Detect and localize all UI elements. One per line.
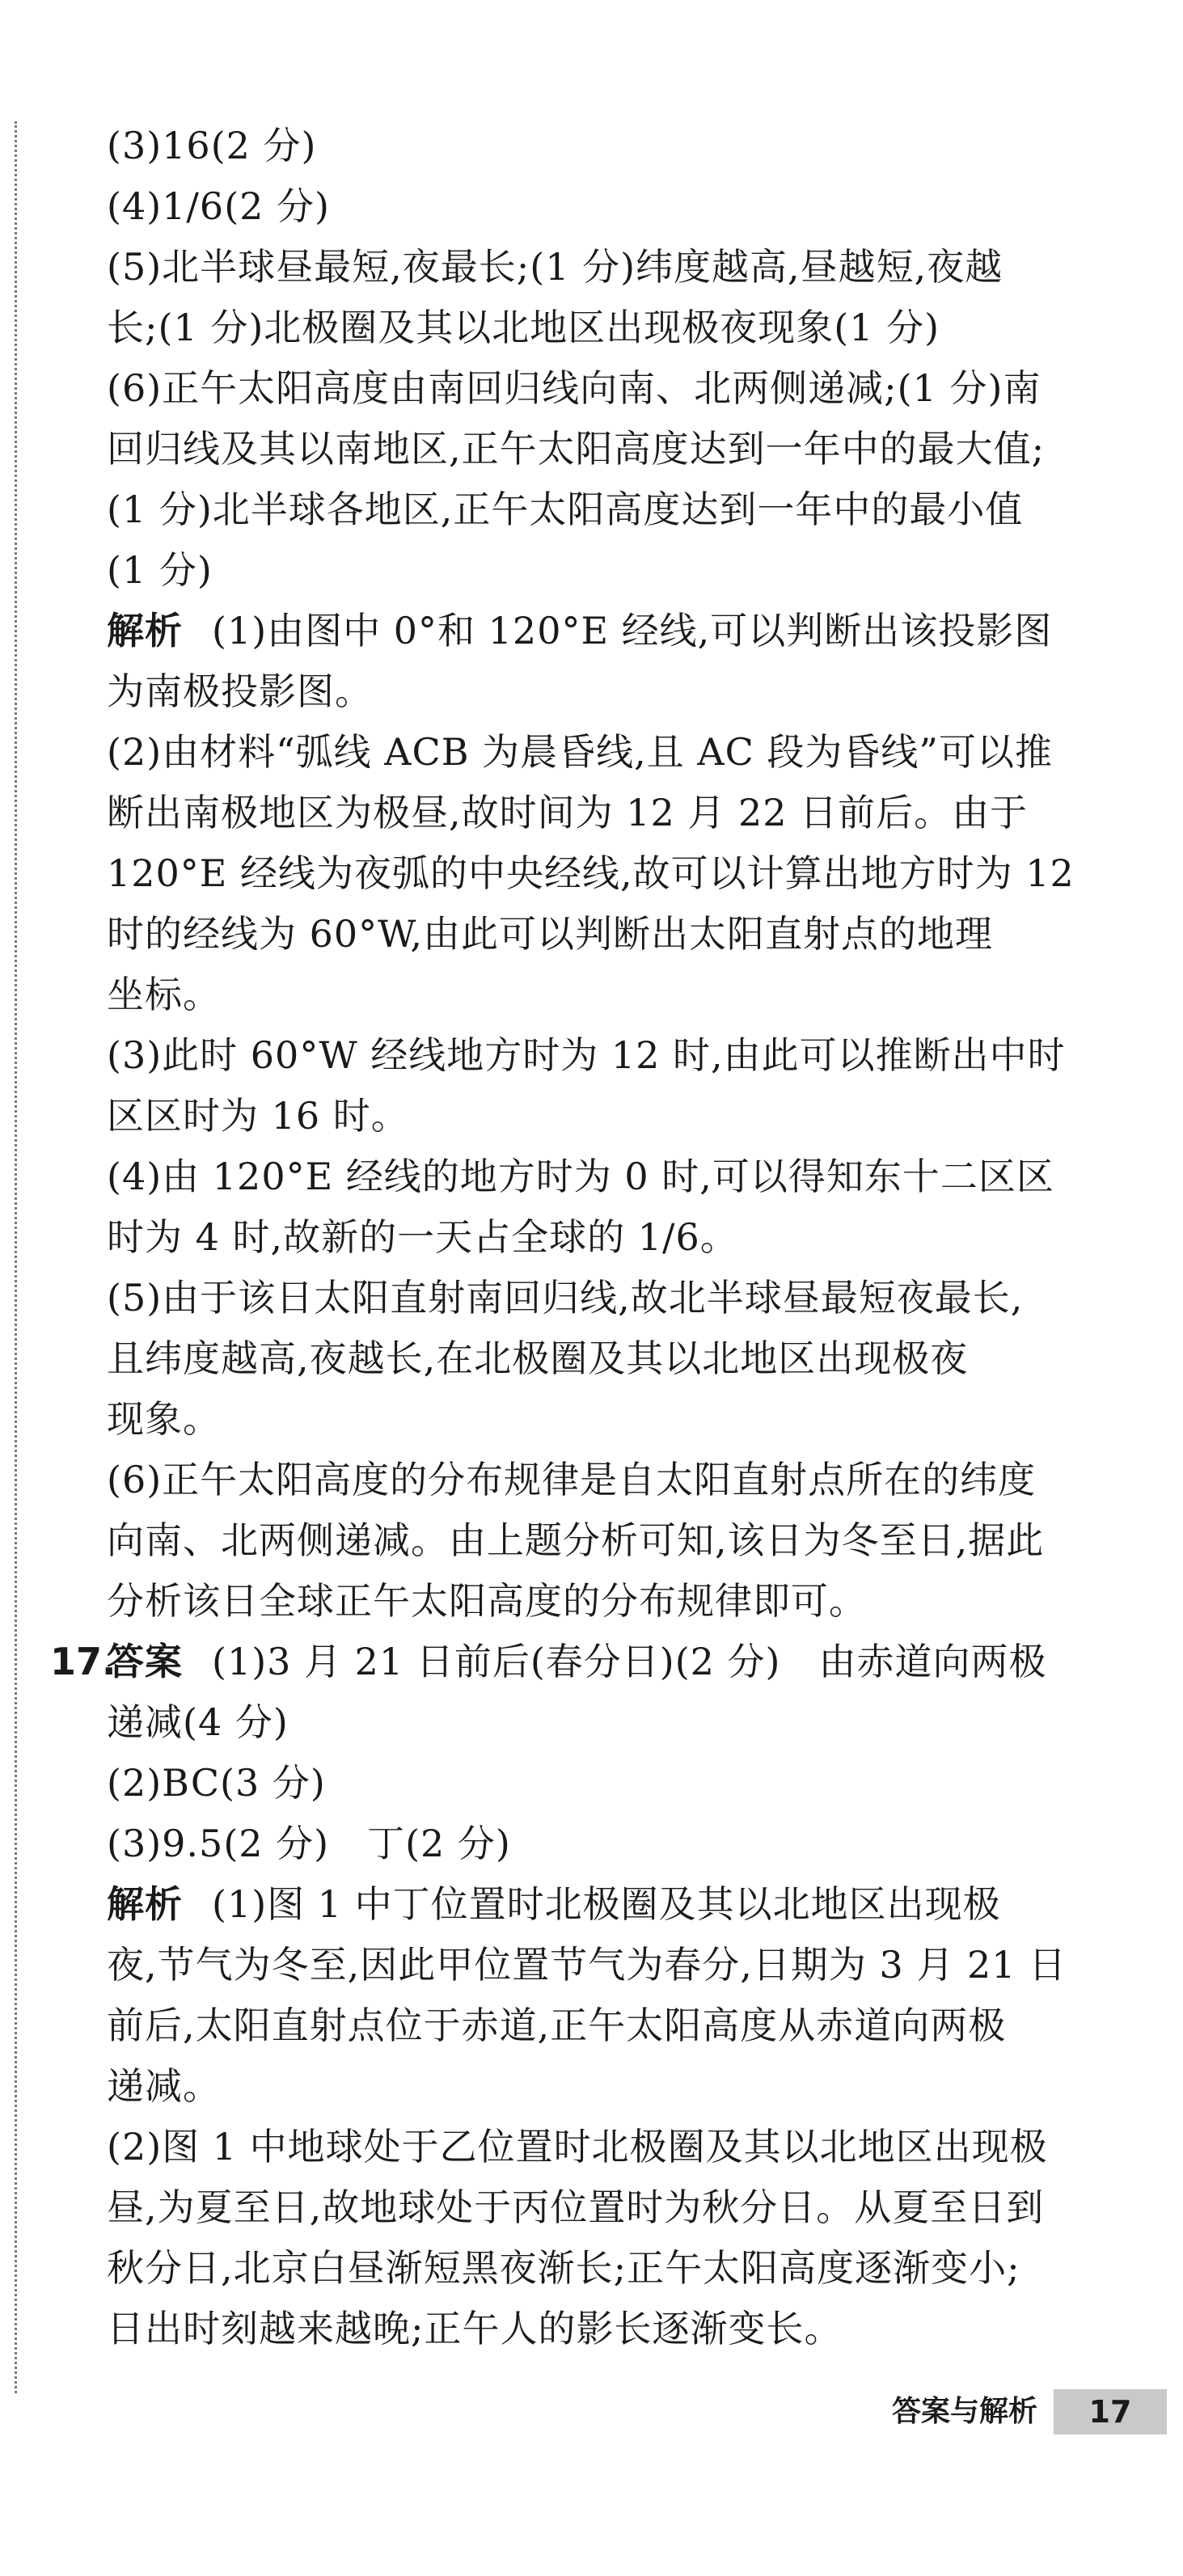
analysis-line: 昼,为夏至日,故地球处于丙位置时为秋分日。从夏至日到 <box>107 2185 1045 2229</box>
analysis-line: 日出时刻越来越晚;正午人的影长逐渐变长。 <box>107 2307 843 2350</box>
analysis-line: (5)由于该日太阳直射南回归线,故北半球昼最短夜最长, <box>107 1276 1024 1320</box>
analysis-line: 现象。 <box>107 1397 221 1441</box>
analysis-line: 为南极投影图。 <box>107 669 373 713</box>
analysis-line: 断出南极地区为极昼,故时间为 12 月 22 日前后。由于 <box>107 791 1029 834</box>
analysis-line: 120°E 经线为夜弧的中央经线,故可以计算出地方时为 12 <box>107 851 1075 895</box>
analysis-line: 夜,节气为冬至,因此甲位置节气为春分,日期为 3 月 21 日 <box>107 1943 1067 1987</box>
analysis-text: (1)图 1 中丁位置时北极圈及其以北地区出现极 <box>212 1882 1001 1926</box>
analysis-line: 且纬度越高,夜越长,在北极圈及其以北地区出现极夜 <box>107 1337 969 1380</box>
analysis-first-line <box>107 1880 1001 1928</box>
margin-dotted-line <box>15 121 17 2393</box>
answer-line: 递减(4 分) <box>107 1700 289 1744</box>
footer-section-label: 答案与解析 <box>891 2395 1037 2428</box>
analysis-line: (2)由材料“弧线 ACB 为晨昏线,且 AC 段为昏线”可以推 <box>107 730 1053 774</box>
answer-line: (1 分)北半球各地区,正午太阳高度达到一年中的最小值 <box>107 488 1024 531</box>
answer-line: (3)16(2 分) <box>107 124 317 167</box>
analysis-text: (1)由图中 0°和 120°E 经线,可以判断出该投影图 <box>212 609 1053 652</box>
analysis-line: 时为 4 时,故新的一天占全球的 1/6。 <box>107 1215 738 1259</box>
analysis-label: 解析 <box>107 1882 183 1926</box>
analysis-line: 前后,太阳直射点位于赤道,正午太阳高度从赤道向两极 <box>107 2004 1007 2047</box>
answer-line: (4)1/6(2 分) <box>107 184 330 228</box>
analysis-first-line <box>107 606 1052 655</box>
answer-text: (1)3 月 21 日前后(春分日)(2 分) 由赤道向两极 <box>212 1640 1047 1683</box>
analysis-line: 坐标。 <box>107 973 221 1016</box>
answer-line: 回归线及其以南地区,正午太阳高度达到一年中的最大值; <box>107 427 1046 471</box>
analysis-label: 解析 <box>107 609 183 652</box>
answer-line: 长;(1 分)北极圈及其以北地区出现极夜现象(1 分) <box>107 306 940 349</box>
analysis-line: 递减。 <box>107 2064 221 2108</box>
analysis-line: (6)正午太阳高度的分布规律是自太阳直射点所在的纬度 <box>107 1458 1037 1501</box>
analysis-line: 时的经线为 60°W,由此可以判断出太阳直射点的地理 <box>107 912 994 956</box>
analysis-line: (4)由 120°E 经线的地方时为 0 时,可以得知东十二区区 <box>107 1155 1054 1198</box>
analysis-line: 向南、北两侧递减。由上题分析可知,该日为冬至日,据此 <box>107 1518 1045 1562</box>
answer-line: (6)正午太阳高度由南回归线向南、北两侧递减;(1 分)南 <box>107 366 1041 410</box>
answer-line: (2)BC(3 分) <box>107 1761 326 1805</box>
page-number: 17 <box>1054 2389 1167 2435</box>
analysis-line: (3)此时 60°W 经线地方时为 12 时,由此可以推断出中时 <box>107 1033 1066 1077</box>
answer-first-line <box>107 1637 1047 1686</box>
answer-line: (5)北半球昼最短,夜最长;(1 分)纬度越高,昼越短,夜越 <box>107 245 1003 289</box>
analysis-line: (2)图 1 中地球处于乙位置时北极圈及其以北地区出现极 <box>107 2125 1048 2168</box>
question-number: 17. <box>50 1640 116 1683</box>
answer-label: 答案 <box>107 1640 183 1683</box>
analysis-line: 秋分日,北京白昼渐短黑夜渐长;正午太阳高度逐渐变小; <box>107 2246 1020 2290</box>
answer-line: (3)9.5(2 分) 丁(2 分) <box>107 1822 511 1865</box>
analysis-line: 分析该日全球正午太阳高度的分布规律即可。 <box>107 1579 867 1623</box>
answer-line: (1 分) <box>107 548 213 592</box>
analysis-line: 区区时为 16 时。 <box>107 1094 409 1138</box>
